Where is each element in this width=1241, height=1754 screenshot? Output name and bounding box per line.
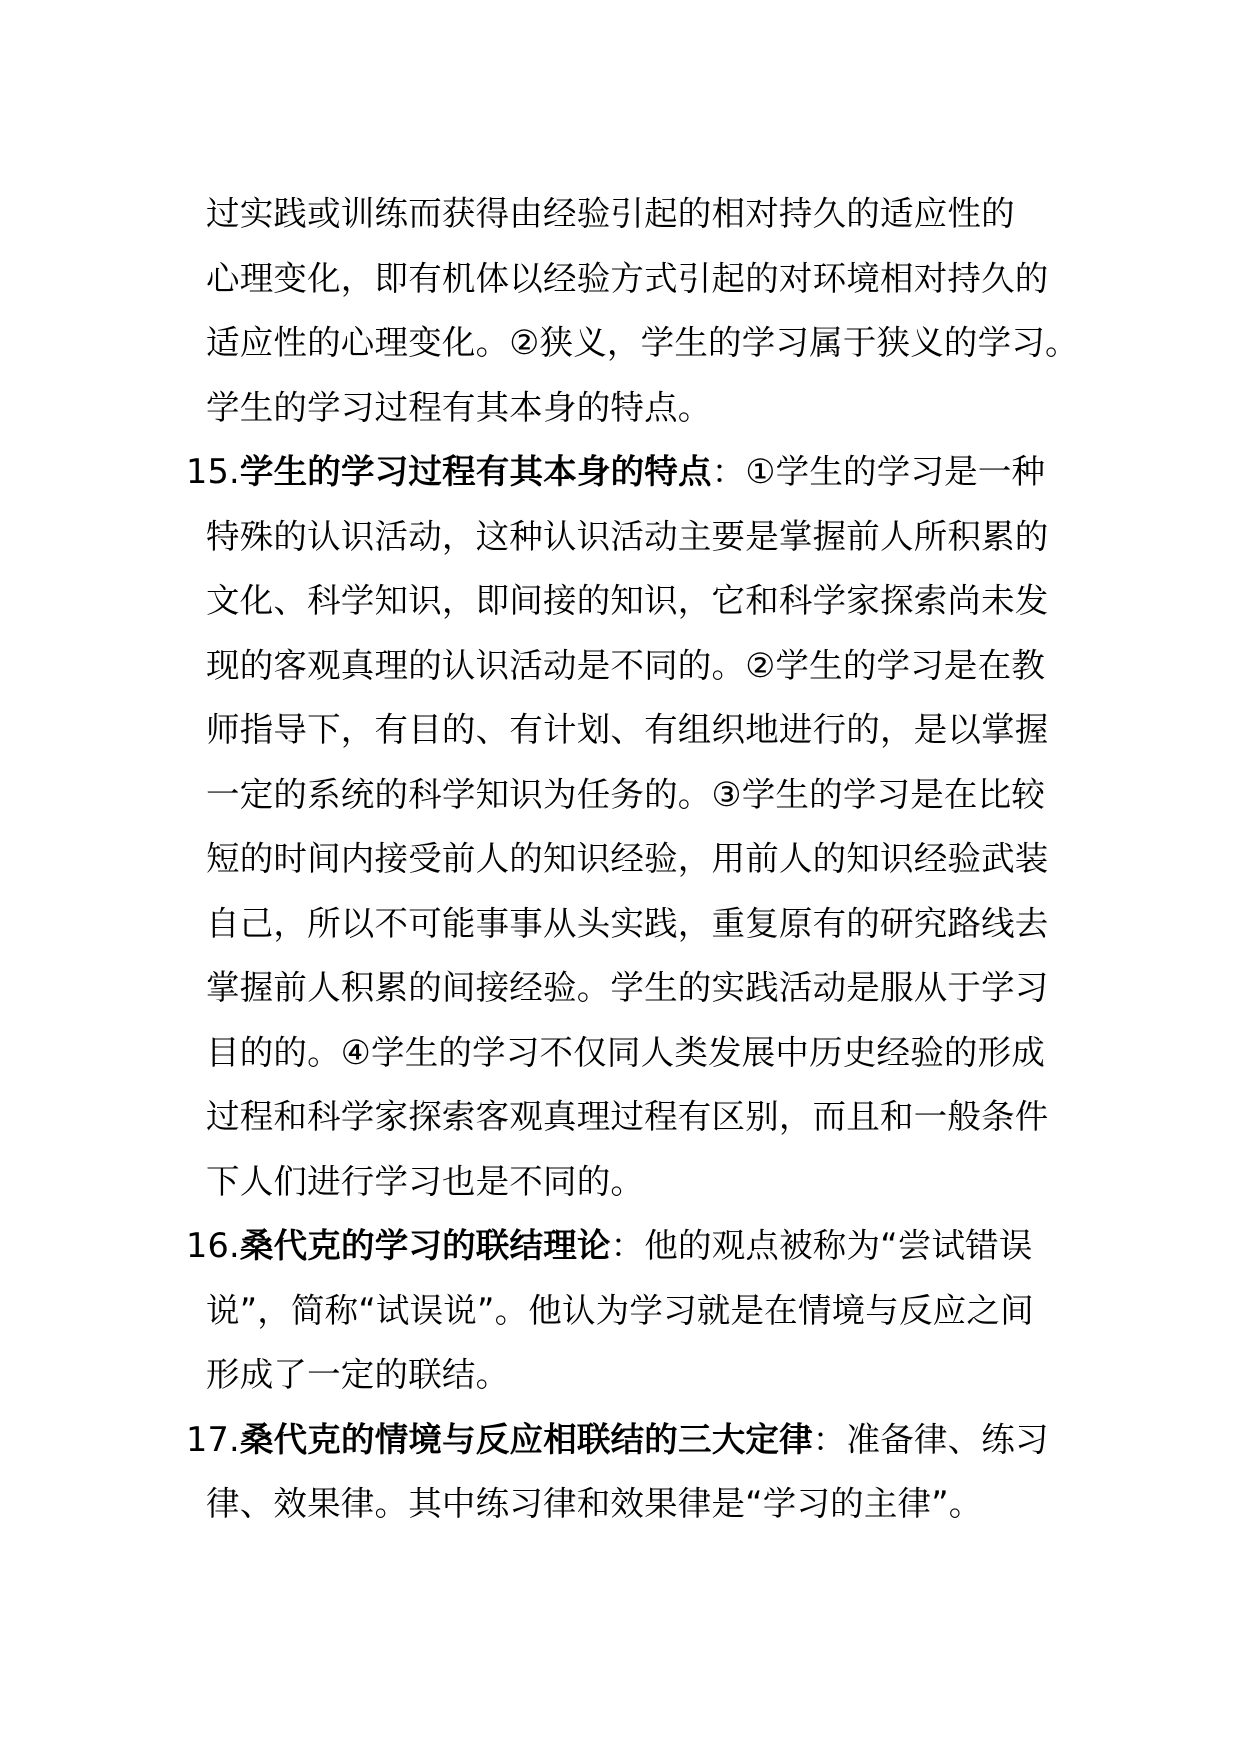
item-16-heading-line bbox=[186, 1214, 1046, 1278]
item-17-title: 桑代克的情境与反应相联结的三大定律 bbox=[239, 1420, 813, 1459]
item-15-line: 下人们进行学习也是不同的。 bbox=[206, 1162, 645, 1201]
item-16-first-rest: ：他的观点被称为“尝试错误 bbox=[610, 1226, 1033, 1265]
item-17-first-rest: ：准备律、练习 bbox=[812, 1420, 1049, 1459]
item-15-line: 短的时间内接受前人的知识经验，用前人的知识经验武装 bbox=[206, 839, 1049, 878]
item-17-number: 17. bbox=[186, 1420, 240, 1459]
item-15-line: 目的的。④学生的学习不仅同人类发展中历史经验的形成 bbox=[206, 1033, 1046, 1072]
item-16-line: 说”，简称“试误说”。他认为学习就是在情境与反应之间 bbox=[206, 1291, 1034, 1330]
item-15-heading-line bbox=[186, 440, 1046, 504]
item-16-line: 形成了一定的联结。 bbox=[206, 1355, 510, 1394]
item-15-line: 过程和科学家探索客观真理过程有区别，而且和一般条件 bbox=[206, 1097, 1049, 1136]
item-15-first-rest: ：①学生的学习是一种 bbox=[711, 452, 1046, 491]
intro-line-4: 学生的学习过程有其本身的特点。 bbox=[206, 388, 712, 427]
item-16-number: 16. bbox=[186, 1226, 240, 1265]
item-15-line: 自己，所以不可能事事从头实践，重复原有的研究路线去 bbox=[206, 904, 1049, 943]
item-15-line: 文化、科学知识，即间接的知识，它和科学家探索尚未发 bbox=[206, 581, 1049, 620]
intro-line-2: 心理变化，即有机体以经验方式引起的对环境相对持久的 bbox=[206, 259, 1049, 298]
item-17-line: 律、效果律。其中练习律和效果律是“学习的主律”。 bbox=[206, 1484, 983, 1523]
item-17-heading-line bbox=[186, 1408, 1049, 1472]
item-16-title: 桑代克的学习的联结理论 bbox=[239, 1226, 611, 1265]
item-15-number: 15. bbox=[186, 452, 240, 491]
item-15-line: 特殊的认识活动，这种认识活动主要是掌握前人所积累的 bbox=[206, 517, 1049, 556]
item-15-line: 掌握前人积累的间接经验。学生的实践活动是服从于学习 bbox=[206, 968, 1049, 1007]
item-15-line: 一定的系统的科学知识为任务的。③学生的学习是在比较 bbox=[206, 775, 1046, 814]
item-15-line: 师指导下，有目的、有计划、有组织地进行的，是以掌握 bbox=[206, 710, 1049, 749]
item-15-title: 学生的学习过程有其本身的特点 bbox=[239, 452, 712, 491]
intro-line-3: 适应性的心理变化。②狭义，学生的学习属于狭义的学习。 bbox=[206, 323, 1079, 362]
intro-line-1: 过实践或训练而获得由经验引起的相对持久的适应性的 bbox=[206, 194, 1015, 233]
item-15-line: 现的客观真理的认识活动是不同的。②学生的学习是在教 bbox=[206, 646, 1046, 685]
